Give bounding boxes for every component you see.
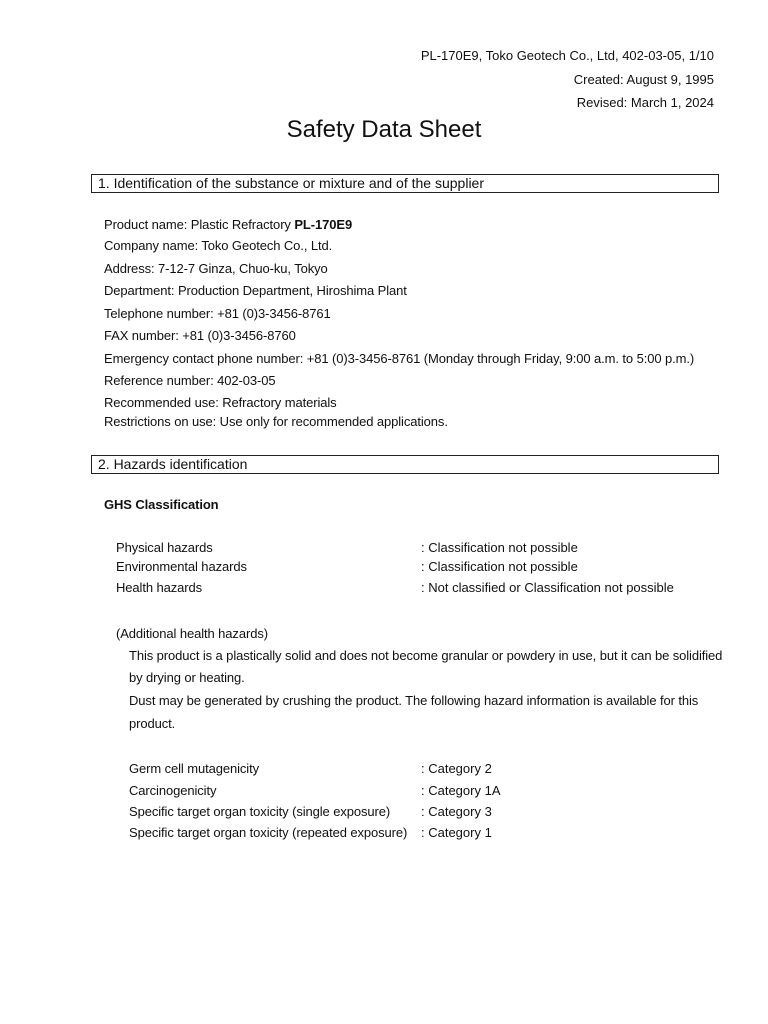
hazard-value: : Classification not possible — [421, 540, 578, 555]
fax-number: FAX number: +81 (0)3-3456-8760 — [104, 328, 296, 343]
product-code: PL-170E9 — [294, 217, 353, 232]
reference-number: Reference number: 402-03-05 — [104, 373, 276, 388]
hazard-label: Health hazards — [116, 580, 203, 595]
category-value: : Category 3 — [421, 804, 492, 819]
additional-text-line: product. — [129, 716, 176, 731]
hazard-label: Environmental hazards — [116, 559, 247, 574]
department: Department: Production Department, Hiroshima Plant — [104, 283, 407, 298]
address: Address: 7-12-7 Ginza, Chuo-ku, Tokyo — [104, 261, 328, 276]
category-value: : Category 1A — [421, 783, 501, 798]
hazard-value: : Classification not possible — [421, 559, 578, 574]
category-value: : Category 2 — [421, 761, 492, 776]
company-name: Company name: Toko Geotech Co., Ltd. — [104, 238, 333, 253]
additional-health-hazards-title: (Additional health hazards) — [116, 626, 268, 641]
recommended-use: Recommended use: Refractory materials — [104, 395, 337, 410]
restrictions-on-use: Restrictions on use: Use only for recommended applications. — [104, 414, 448, 429]
telephone-number: Telephone number: +81 (0)3-3456-8761 — [104, 306, 331, 321]
category-label: Specific target organ toxicity (repeated exposure) — [129, 825, 408, 840]
revised-date: Revised: March 1, 2024 — [576, 95, 714, 110]
document-reference: PL-170E9, Toko Geotech Co., Ltd, 402-03-05, 1/10 — [420, 48, 714, 63]
section-2-heading: 2. Hazards identification — [91, 455, 719, 474]
additional-text-line: by drying or heating. — [129, 670, 245, 685]
hazard-label: Physical hazards — [116, 540, 213, 555]
emergency-contact: Emergency contact phone number: +81 (0)3-3456-8761 (Monday through Friday, 9:00 a.m. to 5:00 p.m.) — [104, 351, 695, 366]
category-label: Carcinogenicity — [129, 783, 217, 798]
category-label: Germ cell mutagenicity — [129, 761, 260, 776]
category-value: : Category 1 — [421, 825, 492, 840]
created-date: Created: August 9, 1995 — [573, 72, 714, 87]
product-name — [104, 217, 352, 232]
ghs-classification-title: GHS Classification — [104, 497, 219, 512]
hazard-value: : Not classified or Classification not possible — [421, 580, 674, 595]
category-label: Specific target organ toxicity (single exposure) — [129, 804, 391, 819]
page-title: Safety Data Sheet — [286, 116, 482, 143]
additional-text-line: This product is a plastically solid and does not become granular or powdery in use, but it can be solidified — [129, 648, 723, 663]
additional-text-line: Dust may be generated by crushing the product. The following hazard information is available for this — [129, 693, 699, 708]
section-1-heading: 1. Identification of the substance or mixture and of the supplier — [91, 174, 719, 193]
product-name-label: Product name: Plastic Refractory — [104, 217, 295, 232]
